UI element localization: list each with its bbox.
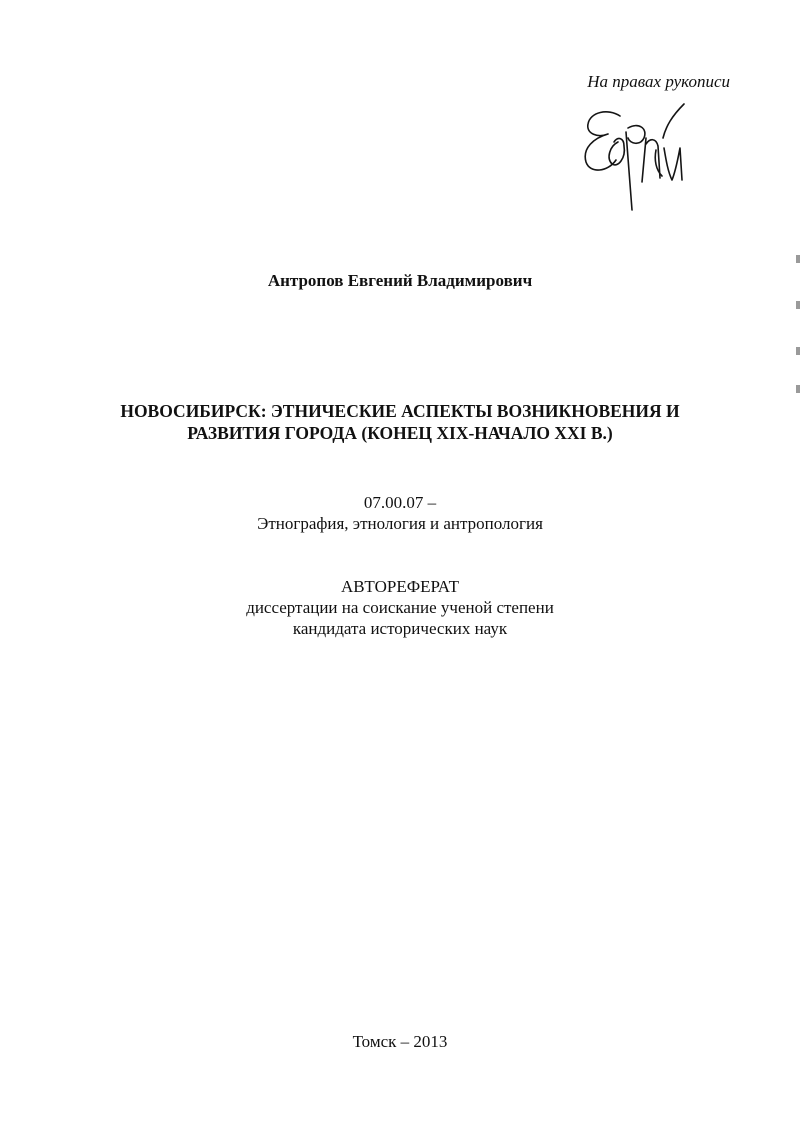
dissertation-title: [60, 400, 740, 444]
scan-edge-marks: [794, 255, 800, 415]
place-year: Томск – 2013: [352, 1032, 448, 1051]
document-type-block: [0, 576, 800, 639]
title-line: НОВОСИБИРСК: ЭТНИЧЕСКИЕ АСПЕКТЫ ВОЗНИКНОВЕНИЯ И: [120, 401, 680, 421]
specialty-name: Этнография, этнология и антропология: [257, 514, 543, 533]
degree-line: диссертации на соискание ученой степени: [246, 598, 554, 617]
specialty-block: [0, 492, 800, 534]
specialty-code: 07.00.07 –: [363, 493, 437, 512]
author-name: Антропов Евгений Владимирович: [267, 271, 533, 290]
degree-line: кандидата исторических наук: [292, 619, 508, 638]
rights-note: На правах рукописи: [587, 72, 730, 91]
document-type: АВТОРЕФЕРАТ: [341, 577, 459, 596]
title-line: РАЗВИТИЯ ГОРОДА (КОНЕЦ XIX-НАЧАЛО XXI В.): [187, 423, 613, 443]
handwritten-signature: [568, 98, 698, 233]
